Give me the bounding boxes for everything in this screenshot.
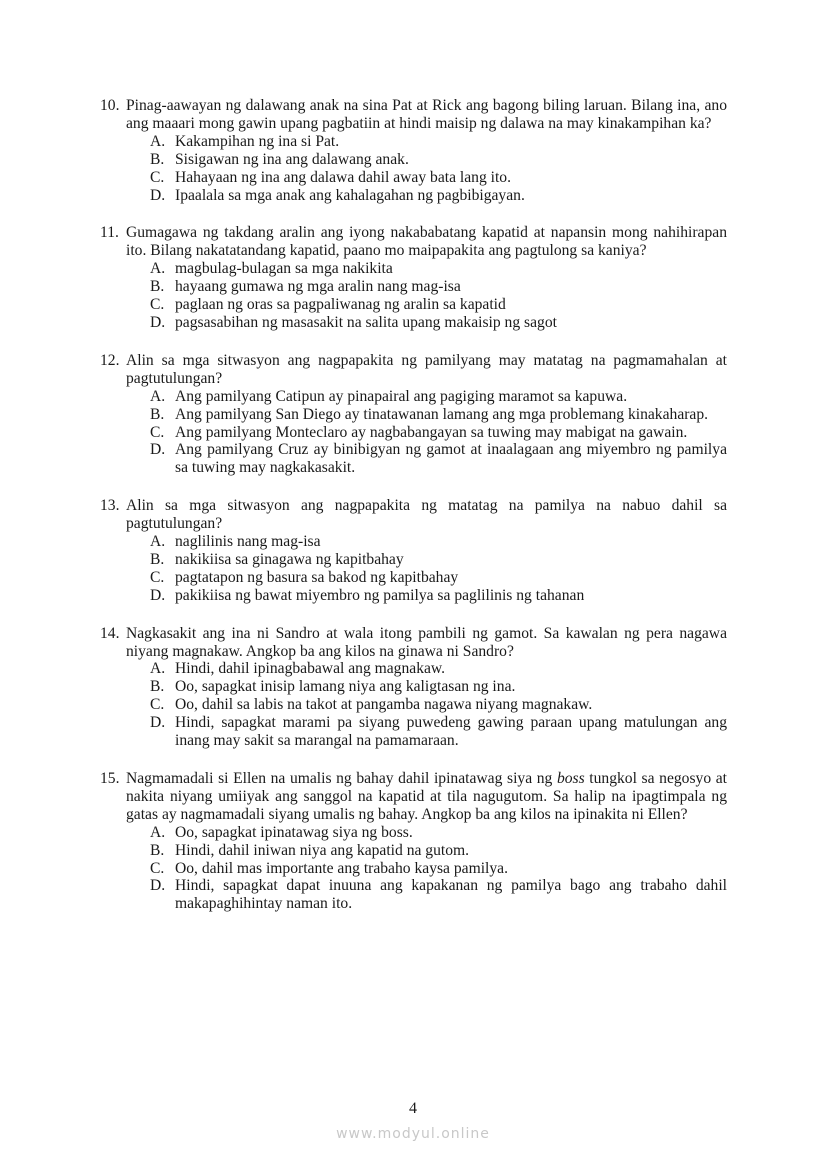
- choice-item: [150, 587, 727, 605]
- choice-letter: B.: [150, 550, 165, 568]
- choice-item: [150, 388, 727, 406]
- question-text-part: Nagkasakit ang ina ni Sandro at wala itong pambili ng gamot. Sa kawalan ng pera nagawa niyang magnakaw. Angkop ba ang kilos na ginawa ni Sandro?: [126, 624, 727, 660]
- choice-letter: D.: [150, 313, 166, 331]
- choice-text: Hindi, sapagkat marami pa siyang puwedeng gawing paraan upang matulungan ang inang may sakit sa marangal na pamamaraan.: [175, 714, 727, 750]
- question-text: [126, 97, 727, 133]
- question-text-emphasis: boss: [556, 770, 585, 787]
- choice-item: [150, 551, 727, 569]
- choice-text: naglilinis nang mag-isa: [175, 533, 321, 551]
- choice-text: Ang pamilyang San Diego ay tinatawanan lamang ang mga problemang kinakaharap.: [175, 405, 709, 423]
- choice-letter: D.: [150, 441, 166, 459]
- choice-item: [150, 260, 727, 278]
- choice-letter: C.: [150, 696, 165, 714]
- choice-item: [150, 133, 727, 151]
- choice-item: [150, 314, 727, 332]
- choice-item: [150, 714, 727, 750]
- choice-letter: B.: [150, 841, 165, 859]
- question-text: [126, 497, 727, 533]
- choice-item: [150, 877, 727, 913]
- question-number: 10.: [100, 97, 120, 114]
- choice-letter: A.: [150, 823, 166, 841]
- choice-text: Oo, dahil sa labis na takot at pangamba nagawa niyang magnakaw.: [175, 696, 593, 714]
- choice-text: Hindi, dahil ipinagbabawal ang magnakaw.: [175, 660, 446, 678]
- question-text: [126, 625, 727, 661]
- choice-text: Hindi, dahil iniwan niya ang kapatid na gutom.: [175, 841, 470, 859]
- choice-letter: B.: [150, 150, 165, 168]
- question-stem: [100, 352, 727, 388]
- question-item: [100, 770, 727, 913]
- choice-text: Ipaalala sa mga anak ang kahalagahan ng pagbibigayan.: [175, 186, 525, 204]
- choice-text: nakikiisa sa ginagawa ng kapitbahay: [175, 550, 404, 568]
- question-stem: [100, 497, 727, 533]
- choice-item: [150, 696, 727, 714]
- choice-list: [100, 260, 727, 332]
- choice-letter: A.: [150, 132, 166, 150]
- choice-letter: B.: [150, 278, 165, 296]
- question-number: 14.: [100, 624, 120, 642]
- choice-item: [150, 424, 727, 442]
- choice-text: Oo, dahil mas importante ang trabaho kaysa pamilya.: [175, 859, 509, 877]
- choice-letter: D.: [150, 877, 166, 895]
- choice-text: pagsasabihan ng masasakit na salita upang makaisip ng sagot: [175, 313, 557, 331]
- choice-item: [150, 278, 727, 296]
- choice-text: magbulag-bulagan sa mga nakikita: [175, 260, 393, 278]
- question-item: [100, 625, 727, 750]
- choice-item: [150, 296, 727, 314]
- choice-letter: B.: [150, 405, 165, 423]
- choice-text: Oo, sapagkat inisip lamang niya ang kaligtasan ng ina.: [175, 678, 516, 696]
- question-number: 12.: [100, 351, 120, 369]
- question-item: [100, 97, 727, 204]
- choice-text: paglaan ng oras sa pagpaliwanag ng aralin sa kapatid: [175, 296, 506, 314]
- document-body: [100, 97, 727, 933]
- question-stem: [100, 224, 727, 260]
- question-text: [126, 224, 727, 260]
- choice-letter: D.: [150, 714, 166, 732]
- choice-item: [150, 533, 727, 551]
- choice-item: [150, 824, 727, 842]
- question-number: 15.: [100, 770, 120, 787]
- choice-list: [100, 388, 727, 478]
- choice-letter: C.: [150, 296, 165, 314]
- choice-letter: C.: [150, 859, 165, 877]
- choice-letter: A.: [150, 533, 166, 551]
- choice-text: Ang pamilyang Catipun ay pinapairal ang pagiging maramot sa kapuwa.: [175, 387, 628, 405]
- question-text: [126, 770, 727, 824]
- choice-letter: D.: [150, 186, 166, 204]
- question-text-part: Pinag-aawayan ng dalawang anak na sina Pat at Rick ang bagong biling laruan. Bilang ina, ano ang maaari mong gawin upang pagbatiin at hindi maisip ng dalawa na may kinakampihan ka?: [126, 97, 727, 132]
- choice-item: [150, 660, 727, 678]
- choice-text: Kakampihan ng ina si Pat.: [175, 132, 340, 150]
- choice-item: [150, 151, 727, 169]
- choice-text: pagtatapon ng basura sa bakod ng kapitbahay: [175, 568, 459, 586]
- question-text-part: Alin sa mga sitwasyon ang nagpapakita ng matatag na pamilya na nabuo dahil sa pagtutulungan?: [126, 497, 727, 533]
- choice-letter: B.: [150, 678, 165, 696]
- choice-list: [100, 133, 727, 205]
- choice-text: pakikiisa ng bawat miyembro ng pamilya sa paglilinis ng tahanan: [175, 586, 585, 604]
- choice-item: [150, 860, 727, 878]
- choice-list: [100, 660, 727, 750]
- choice-item: [150, 842, 727, 860]
- choice-letter: A.: [150, 260, 166, 278]
- choice-letter: A.: [150, 660, 166, 678]
- choice-text: Oo, sapagkat ipinatawag siya ng boss.: [175, 823, 413, 841]
- choice-letter: C.: [150, 168, 165, 186]
- question-text-part: Gumagawa ng takdang aralin ang iyong nakababatang kapatid at napansin mong nahihirapan ito. Bilang nakatatandang kapatid, paano mo maipapakita ang pagtulong sa kaniya?: [126, 224, 727, 260]
- watermark: www.modyul.online: [336, 1126, 490, 1142]
- question-text: [126, 352, 727, 388]
- question-stem: [100, 97, 727, 133]
- question-text-part: Nagmamadali si Ellen na umalis ng bahay dahil ipinatawag siya ng: [126, 770, 557, 787]
- choice-item: [150, 441, 727, 477]
- question-number: 11.: [100, 224, 119, 242]
- question-item: [100, 224, 727, 331]
- choice-list: [100, 533, 727, 605]
- question-number: 13.: [100, 497, 120, 515]
- choice-text: hayaang gumawa ng mga aralin nang mag-isa: [175, 278, 461, 296]
- choice-letter: A.: [150, 387, 166, 405]
- choice-letter: C.: [150, 568, 165, 586]
- choice-item: [150, 169, 727, 187]
- question-item: [100, 352, 727, 477]
- choice-item: [150, 187, 727, 205]
- choice-letter: C.: [150, 423, 165, 441]
- question-stem: [100, 770, 727, 824]
- choice-letter: D.: [150, 586, 166, 604]
- choice-list: [100, 824, 727, 914]
- question-text-part: tungkol sa negosyo at nakita niyang umiiyak ang sanggol na kapatid at tila nagugutom. Sa halip na ipagtimpala ng gatas ay nagmamadali siyang umalis ng bahay. Angkop ba ang kilos na ipinakita ni Ellen?: [126, 770, 727, 823]
- choice-text: Ang pamilyang Cruz ay binibigyan ng gamot at inaalagaan ang miyembro ng pamilya sa tuwing may nagkakasakit.: [175, 441, 727, 477]
- question-stem: [100, 625, 727, 661]
- choice-item: [150, 569, 727, 587]
- question-item: [100, 497, 727, 604]
- question-text-part: Alin sa mga sitwasyon ang nagpapakita ng pamilyang may matatag na pagmamahalan at pagtutulungan?: [126, 351, 727, 387]
- choice-text: Hahayaan ng ina ang dalawa dahil away bata lang ito.: [175, 168, 511, 186]
- choice-text: Hindi, sapagkat dapat inuuna ang kapakanan ng pamilya bago ang trabaho dahil makapaghihintay naman ito.: [175, 877, 727, 913]
- choice-item: [150, 406, 727, 424]
- choice-text: Sisigawan ng ina ang dalawang anak.: [175, 150, 409, 168]
- page-number: 4: [409, 1100, 417, 1117]
- choice-item: [150, 678, 727, 696]
- choice-text: Ang pamilyang Monteclaro ay nagbabangayan sa tuwing may mabigat na gawain.: [175, 423, 688, 441]
